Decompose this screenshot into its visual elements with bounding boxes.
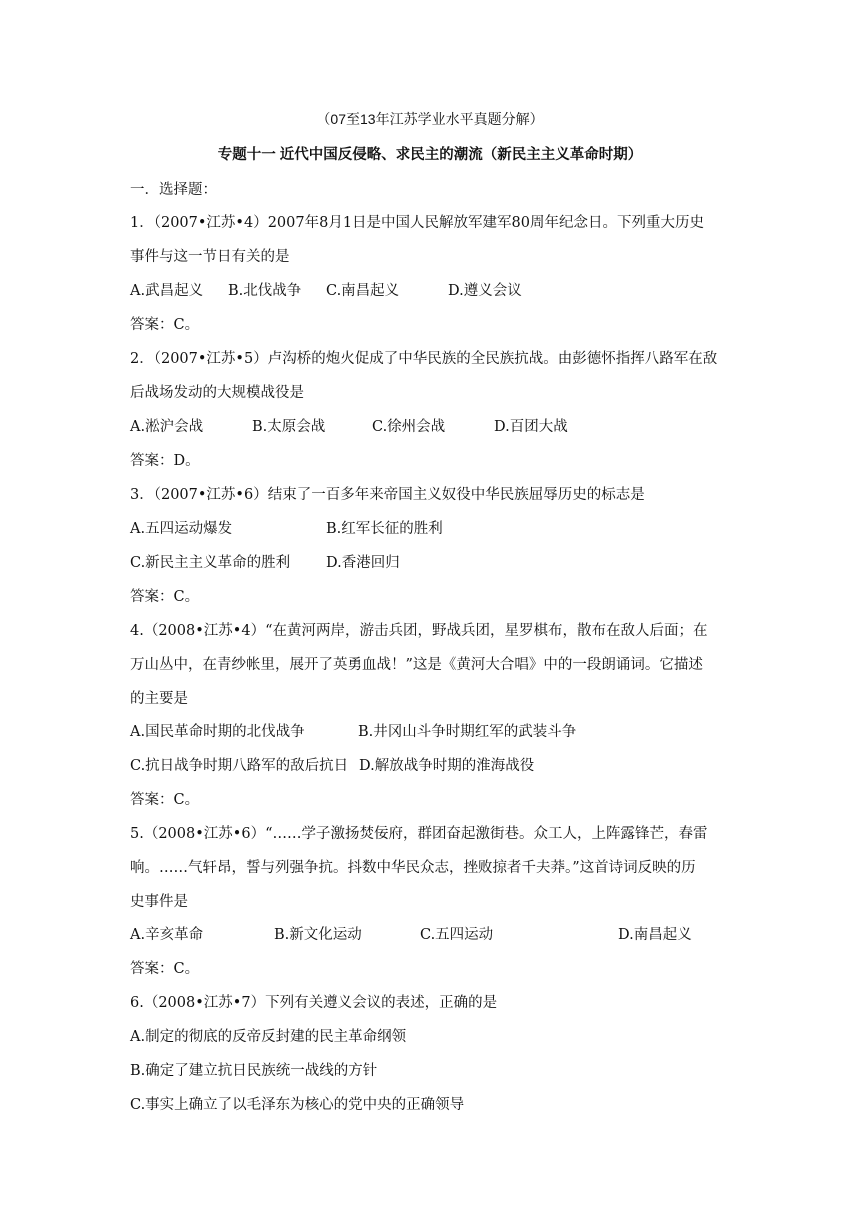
question-5-stem-line-2: 响。……气轩昂，誓与列强争抗。抖数中华民众志，挫败掠者千夫莽。”这首诗词反映的历	[130, 860, 696, 876]
question-4-option-d: D.解放战争时期的淮海战役	[359, 758, 535, 774]
question-5-option-b: B.新文化运动	[274, 927, 362, 943]
question-4-option-a: A.国民革命时期的北伐战争	[130, 724, 305, 740]
question-1-option-b: B.北伐战争	[228, 283, 302, 299]
section-heading: 一．选择题：	[130, 182, 217, 198]
question-6-option-a: A.制定的彻底的反帝反封建的民主革命纲领	[130, 1029, 407, 1045]
question-6-option-c: C.事实上确立了以毛泽东为核心的党中央的正确领导	[130, 1097, 465, 1113]
question-2-stem-line-2: 后战场发动的大规模战役是	[130, 385, 304, 401]
question-3-option-c: C.新民主主义革命的胜利	[130, 555, 291, 571]
question-1-option-d: D.遵义会议	[448, 283, 522, 299]
question-5-answer: 答案：C。	[130, 961, 200, 977]
question-2-answer: 答案：D。	[130, 453, 200, 469]
question-2-option-c: C.徐州会战	[372, 419, 446, 435]
question-5-option-a: A.辛亥革命	[130, 927, 204, 943]
question-3-stem-line-1: 3．（2007•江苏•6）结束了一百多年来帝国主义奴役中华民族屈辱历史的标志是	[130, 487, 645, 503]
question-4-answer: 答案：C。	[130, 792, 200, 808]
question-3-answer: 答案：C。	[130, 589, 200, 605]
question-1-option-c: C.南昌起义	[326, 283, 400, 299]
question-3-option-a: A.五四运动爆发	[130, 521, 233, 537]
question-6-option-b: B.确定了建立抗日民族统一战线的方针	[130, 1063, 378, 1079]
question-3-option-d: D.香港回归	[326, 555, 400, 571]
question-4-option-b: B.井冈山斗争时期红军的武装斗争	[358, 724, 577, 740]
question-1-answer: 答案：C。	[130, 317, 200, 333]
question-6-stem-line-1: 6.（2008•江苏•7）下列有关遵义会议的表述，正确的是	[130, 995, 498, 1011]
question-1-stem-line-2: 事件与这一节日有关的是	[130, 249, 290, 265]
question-5-stem-line-1: 5.（2008•江苏•6）“……学子激扬焚佞府，群团奋起激街巷。众工人，上阵露锋芒，春雷	[130, 826, 708, 842]
question-1-option-a: A.武昌起义	[130, 283, 204, 299]
question-2-option-d: D.百团大战	[494, 419, 568, 435]
question-2-option-b: B.太原会战	[252, 419, 326, 435]
question-5-option-c: C.五四运动	[420, 927, 494, 943]
document-subtitle: （07至13年江苏学业水平真题分解）	[316, 111, 544, 127]
question-5-stem-line-3: 史事件是	[130, 894, 188, 910]
question-2-stem-line-1: 2．（2007•江苏•5）卢沟桥的炮火促成了中华民族的全民族抗战。由彭德怀指挥八路军在敌	[130, 351, 718, 367]
question-4-option-c: C.抗日战争时期八路军的敌后抗日	[130, 758, 349, 774]
question-1-stem-line-1: 1．（2007•江苏•4）2007年8月1日是中国人民解放军建军80周年纪念日。下列重大历史	[130, 215, 705, 231]
document-title: 专题十一 近代中国反侵略、求民主的潮流（新民主主义革命时期）	[217, 147, 643, 163]
question-3-option-b: B.红军长征的胜利	[326, 521, 443, 537]
question-4-stem-line-2: 万山丛中，在青纱帐里，展开了英勇血战！”这是《黄河大合唱》中的一段朗诵词。它描述	[130, 657, 703, 673]
question-4-stem-line-3: 的主要是	[130, 691, 188, 707]
question-5-option-d: D.南昌起义	[618, 927, 692, 943]
question-2-option-a: A.淞沪会战	[130, 419, 204, 435]
question-4-stem-line-1: 4.（2008•江苏•4）“在黄河两岸，游击兵团，野战兵团，星罗棋布，散布在敌人后面；在	[130, 623, 708, 639]
